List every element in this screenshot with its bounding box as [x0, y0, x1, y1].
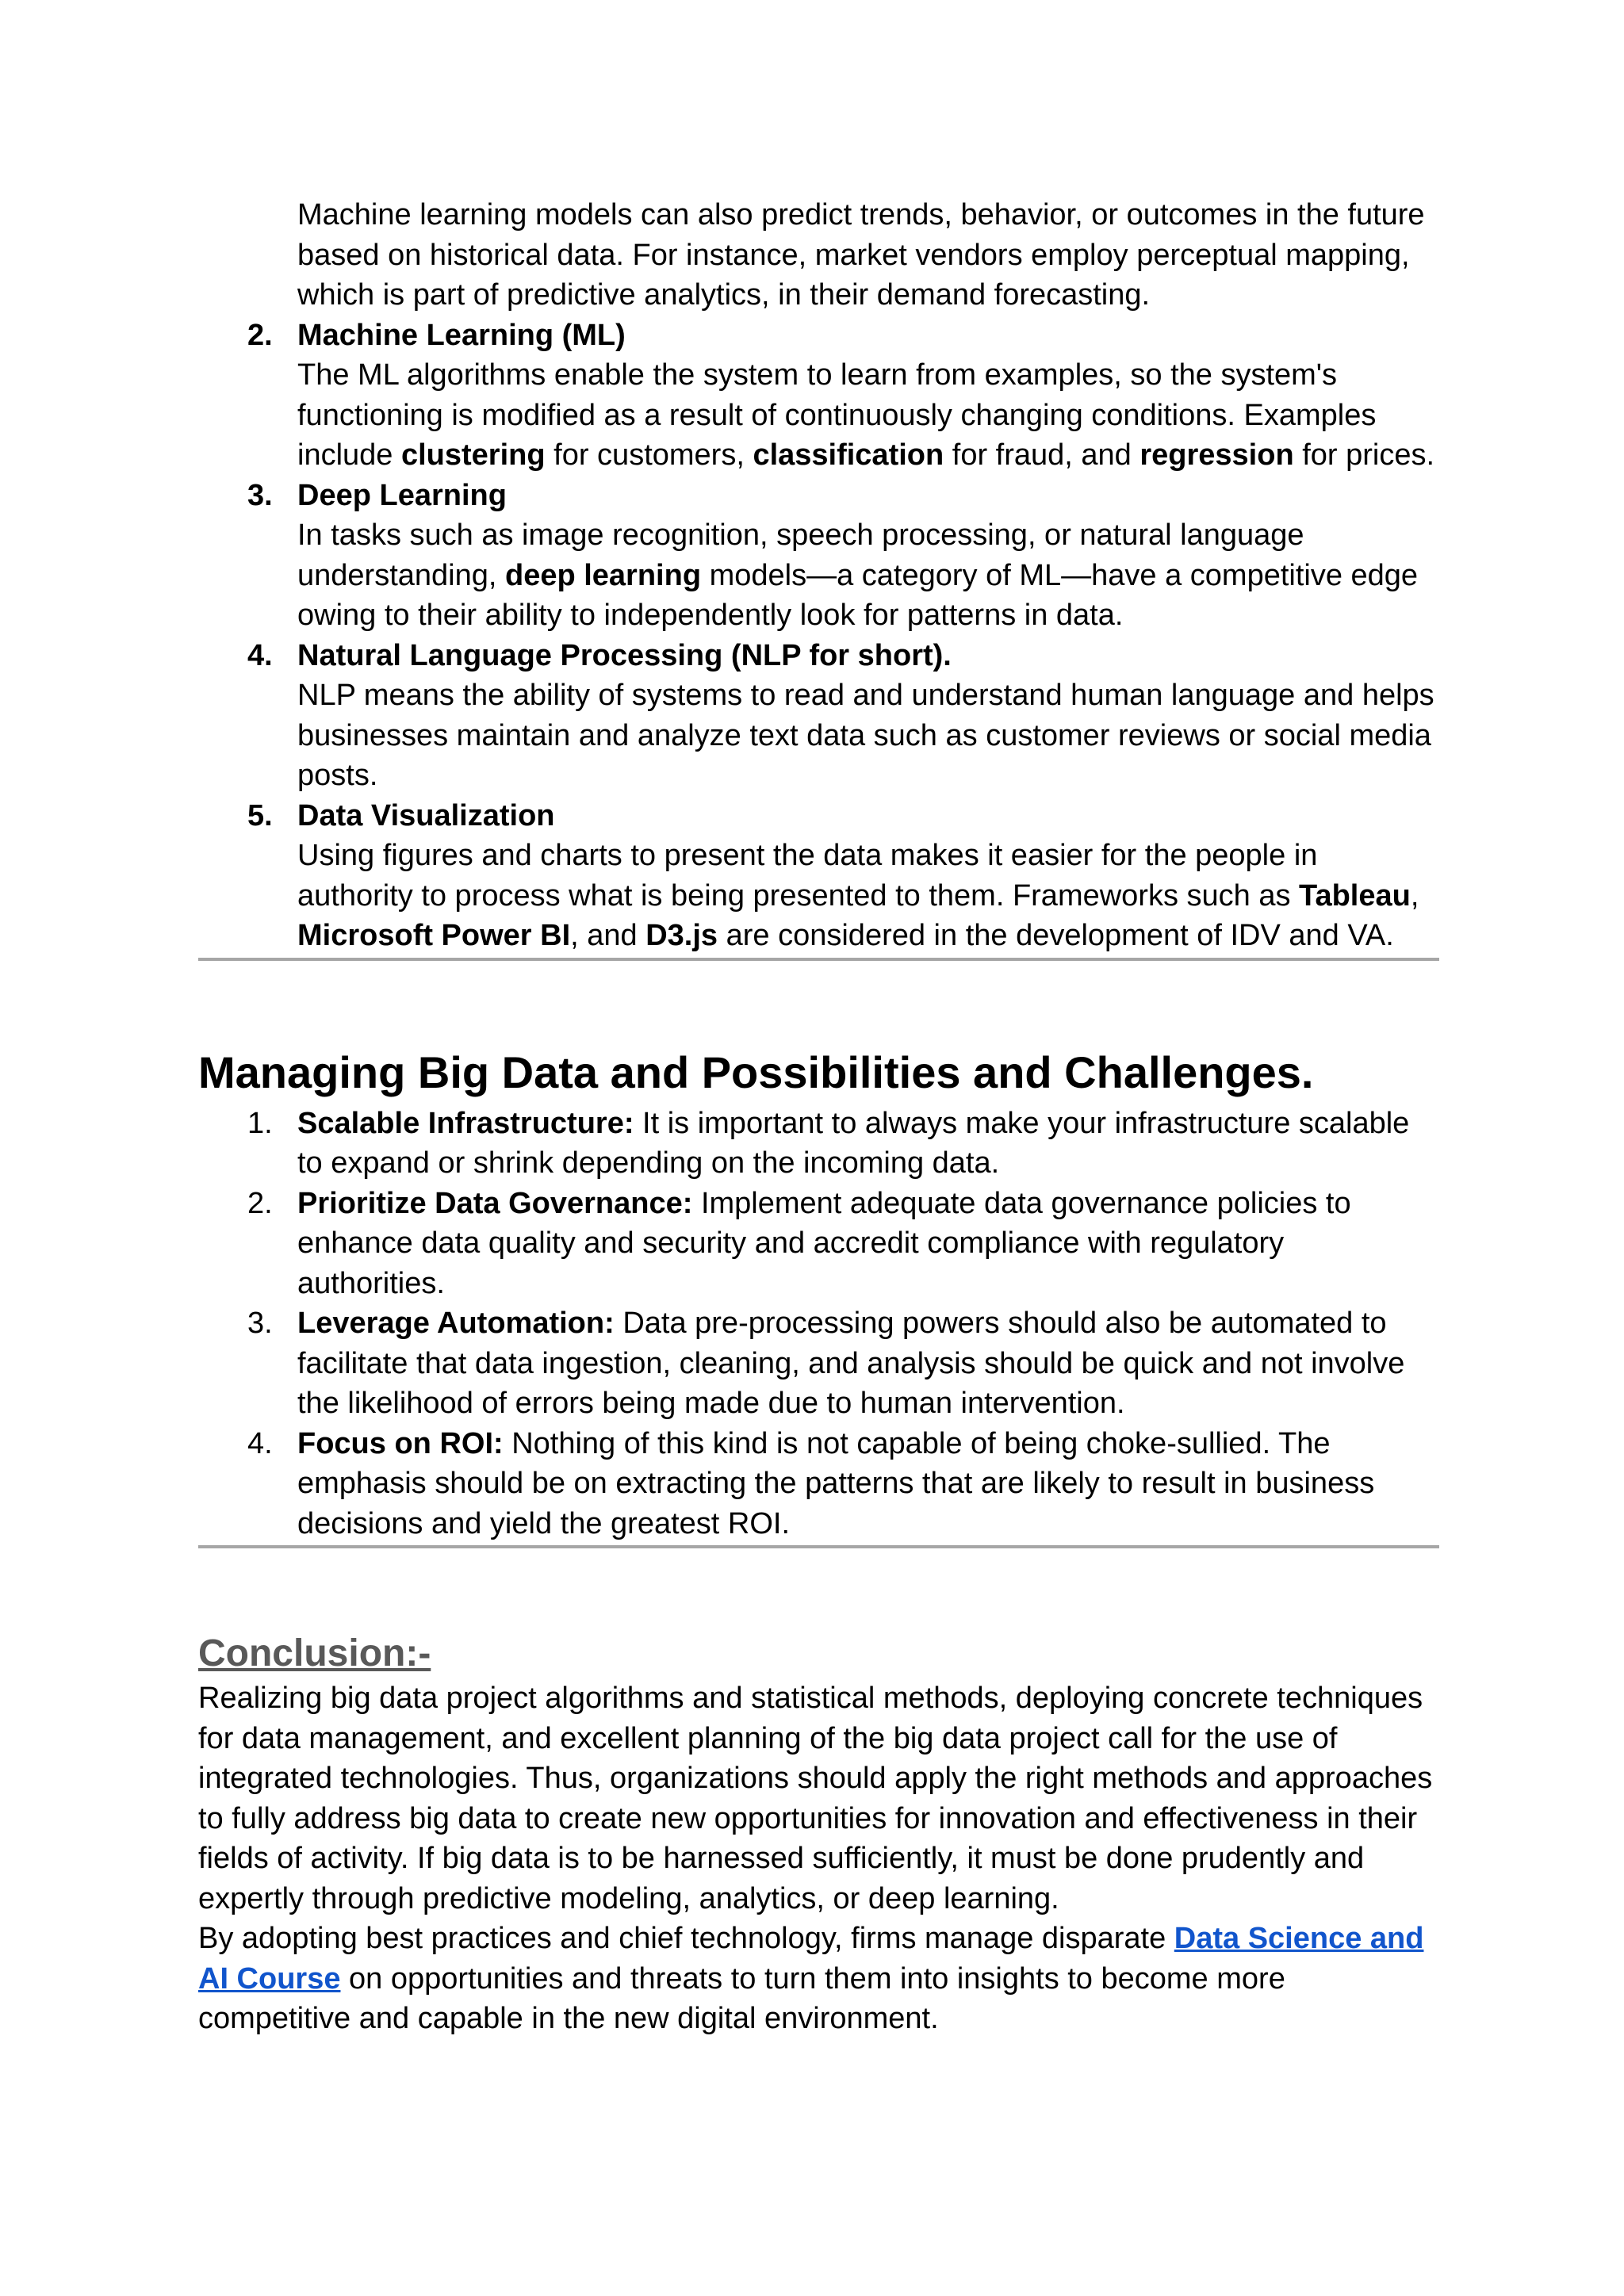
course-link[interactable]: Data Science and AI Course	[198, 1922, 1424, 1996]
list-item	[198, 1184, 1439, 1304]
list-item-title: Natural Language Processing (NLP for short).	[297, 638, 952, 672]
list-item-text: Nothing of this kind is not capable of being choke-sullied. The emphasis should be on extracting the patterns that are likely to result in business decisions and yield the greatest ROI.	[297, 1426, 1375, 1540]
list-item-text: for fraud, and	[944, 438, 1140, 472]
list-number: 2.	[247, 318, 273, 352]
list-item-text: Data pre-processing powers should also be automated to facilitate that data ingestion, cleaning, and analysis should be quick and not involve the likelihood of errors being made due to human intervention.	[297, 1307, 1405, 1420]
horizontal-rule	[198, 1545, 1439, 1548]
list-item-text: The ML algorithms enable the system to learn from examples, so the system's functioning is modified as a result of continuously changing conditions. Examples include	[297, 358, 1377, 472]
list-item-text: models—a category of ML—have a competitive edge owing to their ability to independently look for patterns in data.	[297, 558, 1419, 632]
list-item-text: ,	[1410, 878, 1419, 913]
bold-term: regression	[1139, 438, 1294, 472]
bold-term: deep learning	[504, 558, 702, 592]
paragraph-text: on opportunities and threats to turn them into insights to become more competitive and capable in the new digital environment.	[198, 1961, 1285, 2035]
list-item-text: for prices.	[1293, 438, 1435, 472]
list-item	[198, 796, 1439, 956]
bold-term: D3.js	[645, 919, 718, 952]
list-item	[198, 1104, 1439, 1184]
list-item-text: Using figures and charts to present the data makes it easier for the people in authority to process what is being presented to them. Frameworks such as	[297, 839, 1318, 913]
list-item-label: Leverage Automation:	[297, 1307, 615, 1340]
conclusion-heading: Conclusion:-	[198, 1632, 431, 1674]
bold-term: Microsoft Power BI	[297, 919, 571, 952]
paragraph-text: By adopting best practices and chief technology, firms manage disparate	[198, 1922, 1174, 1955]
list-item-text: for customers,	[545, 438, 753, 472]
section-heading-managing: Managing Big Data and Possibilities and Challenges.	[198, 1047, 1314, 1097]
bold-term: clustering	[400, 438, 546, 472]
horizontal-rule	[198, 958, 1439, 961]
list-item-text: NLP means the ability of systems to read and understand human language and helps businesses maintain and analyze text data such as customer reviews or social media posts.	[297, 679, 1434, 792]
list-item-label: Scalable Infrastructure:	[297, 1106, 634, 1140]
list-item	[198, 636, 1439, 796]
list-item-text: In tasks such as image recognition, speech processing, or natural language understanding,	[297, 519, 1304, 592]
techniques-list	[198, 316, 1439, 956]
list-number: 3.	[247, 1307, 273, 1340]
list-number: 4.	[247, 638, 273, 672]
list-item-title: Machine Learning (ML)	[297, 318, 626, 352]
list-item-text: are considered in the development of IDV and VA.	[718, 919, 1394, 952]
bold-term: Tableau	[1299, 878, 1411, 913]
managing-list	[198, 1104, 1439, 1544]
list-item-text: It is important to always make your infrastructure scalable to expand or shrink depending on the incoming data.	[297, 1106, 1410, 1180]
list-number: 2.	[247, 1186, 273, 1220]
document-page	[198, 0, 1439, 2039]
conclusion-paragraph-2	[198, 1919, 1439, 2039]
list-number: 5.	[247, 798, 273, 832]
list-item-label: Prioritize Data Governance:	[297, 1186, 693, 1220]
intro-paragraph: Machine learning models can also predict trends, behavior, or outcomes in the future based on historical data. For instance, market vendors employ perceptual mapping, which is part of predictive analytics, in their demand forecasting.	[297, 198, 1425, 312]
bold-term: classification	[753, 438, 944, 472]
list-number: 1.	[247, 1106, 273, 1140]
list-item	[198, 1303, 1439, 1424]
list-item-title: Deep Learning	[297, 478, 507, 512]
list-item-text: , and	[570, 919, 646, 952]
list-number: 3.	[247, 478, 273, 512]
list-item	[198, 476, 1439, 636]
conclusion-paragraph: Realizing big data project algorithms and statistical methods, deploying concrete techniques for data management, and excellent planning of the big data project call for the use of integrated technologies. Thus, organizations should apply the right methods and approaches to fully address big data to create new opportunities for innovation and effectiveness in their fields of activity. If big data is to be harnessed sufficiently, it must be done prudently and expertly through predictive modeling, analytics, or deep learning.	[198, 1682, 1433, 1915]
list-number: 4.	[247, 1426, 273, 1460]
list-item	[198, 1424, 1439, 1544]
list-item-text: Implement adequate data governance policies to enhance data quality and security and accredit compliance with regulatory authorities.	[297, 1186, 1351, 1300]
list-item-label: Focus on ROI:	[297, 1426, 504, 1460]
list-item	[198, 316, 1439, 476]
list-item-title: Data Visualization	[297, 798, 555, 832]
